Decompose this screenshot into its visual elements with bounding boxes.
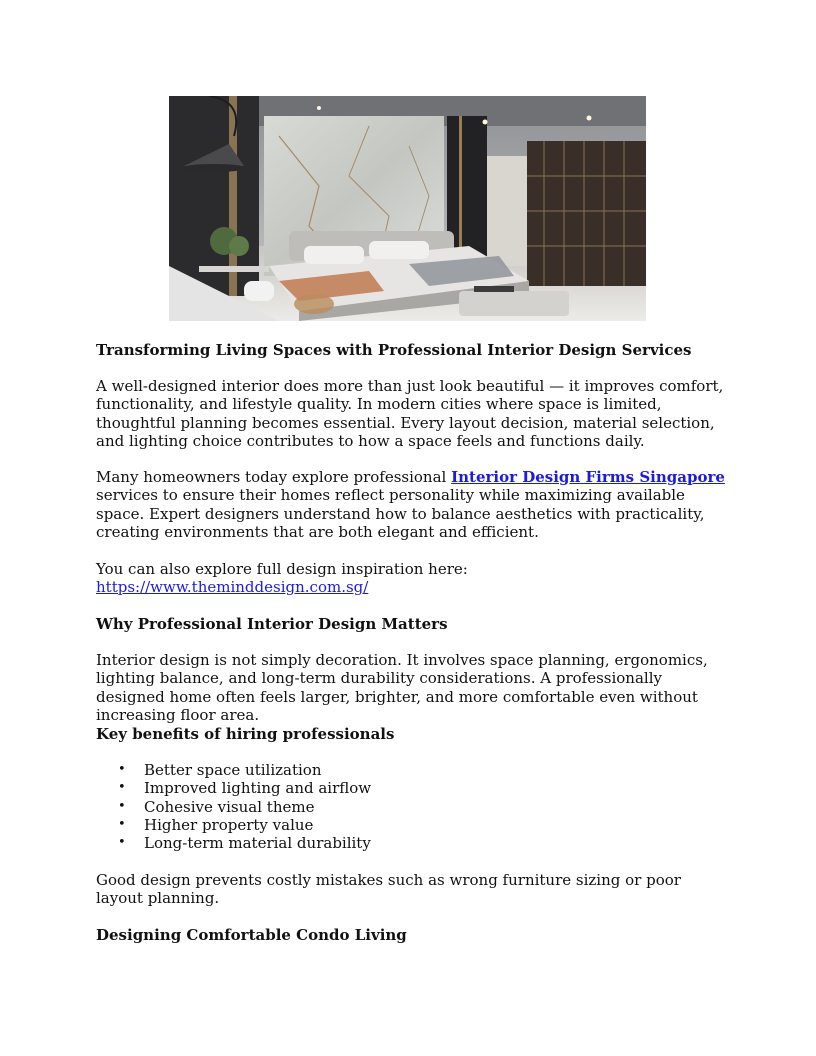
list-item-label: Improved lighting and airflow [144, 779, 372, 798]
list-item-label: Better space utilization [144, 761, 322, 779]
section-title-why: Why Professional Interior Design Matters [96, 615, 448, 633]
benefits-list [96, 761, 371, 852]
bedroom-photo [169, 96, 646, 321]
list-item [96, 816, 371, 834]
bullet-icon: • [118, 762, 126, 777]
inspiration-text: You can also explore full design inspiration here: [96, 560, 468, 578]
interior-design-firms-link[interactable]: Interior Design Firms Singapore [451, 468, 725, 486]
list-item-label: Long-term material durability [144, 834, 371, 853]
theminddesign-link[interactable]: https://www.theminddesign.com.sg/ [96, 578, 369, 597]
list-item [96, 834, 371, 852]
good-design-paragraph: Good design prevents costly mistakes such as wrong furniture sizing or poor layout planning. [96, 871, 681, 908]
firms-paragraph-before: Many homeowners today explore professional [96, 468, 452, 486]
list-item [96, 761, 371, 779]
list-item-label: Cohesive visual theme [144, 797, 315, 816]
firms-paragraph-after: services to ensure their homes reflect personality while maximizing available space. Expert designers understand how to balance aesthetics with practicality, creating environments that are both elegant and efficient. [96, 486, 705, 541]
why-paragraph: Interior design is not simply decoration. It involves space planning, ergonomics, lighting balance, and long-term durability considerations. A professionally designed home often feels larger, brighter, and more comfortable even without increasing floor area. [96, 651, 708, 724]
bullet-icon: • [118, 816, 126, 832]
section-title-condo: Designing Comfortable Condo Living [96, 926, 407, 944]
bullet-icon: • [118, 780, 126, 796]
inspiration-paragraph [96, 560, 736, 597]
list-item [96, 798, 371, 816]
bullet-icon: • [118, 798, 126, 814]
section-title-benefits: Key benefits of hiring professionals [96, 725, 395, 743]
firms-paragraph [96, 468, 726, 541]
section-title-transforming: Transforming Living Spaces with Professional Interior Design Services [96, 341, 692, 359]
intro-paragraph: A well-designed interior does more than just look beautiful — it improves comfort, functionality, and lifestyle quality. In modern cities where space is limited, thoughtful planning becomes essential. Every layout decision, material selection, and lighting choice contributes to how a space feels and functions daily. [96, 377, 724, 450]
bedroom-photo-illustration [169, 96, 646, 321]
list-item-label: Higher property value [144, 815, 314, 834]
bullet-icon: • [118, 835, 126, 851]
list-item [96, 779, 371, 797]
